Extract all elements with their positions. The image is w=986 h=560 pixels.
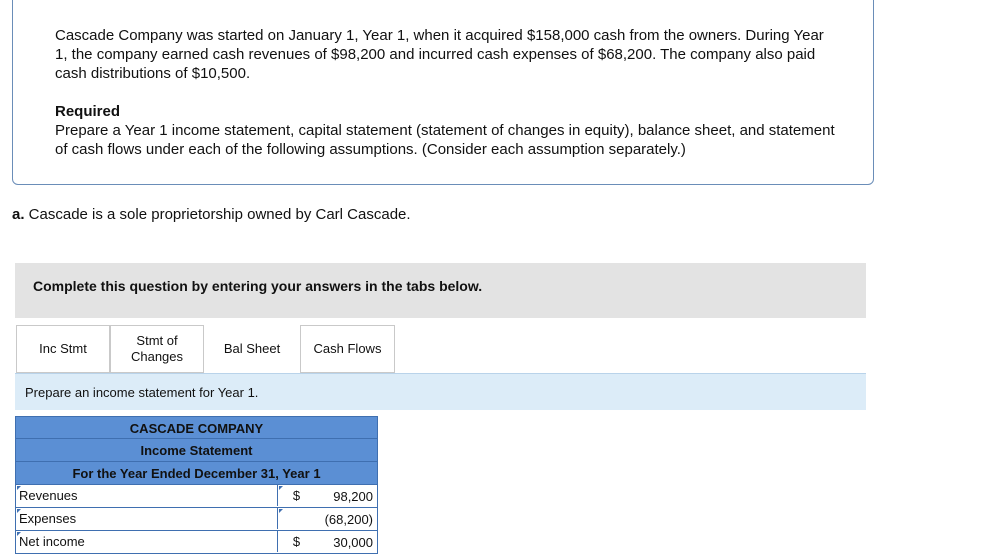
- instruction-text: Complete this question by entering your answers in the tabs below.: [33, 278, 483, 294]
- part-a-label: a.: [12, 206, 25, 223]
- required-heading: Required: [55, 103, 121, 120]
- problem-statement-box: [12, 0, 874, 185]
- company-name: CASCADE COMPANY: [15, 416, 378, 439]
- tab-label: Inc Stmt: [39, 341, 87, 356]
- tab-label: Stmt of Changes: [130, 333, 184, 364]
- prompt-text: Prepare an income statement for Year 1.: [25, 385, 259, 400]
- tab-stmt-of-changes[interactable]: [110, 325, 204, 373]
- input-marker-icon: [17, 532, 21, 536]
- table-row-expenses: [15, 508, 378, 531]
- revenues-label-input[interactable]: Revenues: [16, 485, 278, 506]
- part-a-assumption: [12, 206, 411, 223]
- revenues-amount-input[interactable]: 98,200: [333, 489, 373, 504]
- currency-symbol: $: [292, 534, 301, 549]
- tab-label: Cash Flows: [313, 341, 382, 356]
- instruction-bar: [15, 263, 866, 318]
- input-marker-icon: [279, 486, 283, 490]
- expenses-label-input[interactable]: Expenses: [16, 508, 278, 529]
- problem-text: Cascade Company was started on January 1, Year 1, when it acquired $158,000 cash from the owners. During Year 1, the company earned cash revenues of $98,200 and incurred cash expenses of $68,200. The company also paid cash distributions of $10,500.: [55, 27, 824, 82]
- required-text: Prepare a Year 1 income statement, capital statement (statement of changes in equity), balance sheet, and statement of cash flows under each of the following assumptions. (Consider each assumption separately.): [55, 122, 835, 158]
- net-income-label-input[interactable]: Net income: [16, 531, 278, 552]
- tab-cash-flows[interactable]: [300, 325, 395, 373]
- part-a-text: Cascade is a sole proprietorship owned by Carl Cascade.: [24, 206, 411, 223]
- currency-symbol: $: [292, 488, 301, 503]
- input-marker-icon: [17, 486, 21, 490]
- tab-label: Bal Sheet: [223, 341, 281, 356]
- tab-inc-stmt[interactable]: [16, 325, 110, 373]
- statement-title: Income Statement: [15, 439, 378, 462]
- tab-bal-sheet[interactable]: [204, 325, 300, 373]
- input-marker-icon: [17, 509, 21, 513]
- prompt-bar: [15, 373, 866, 410]
- income-statement-table: [15, 416, 378, 554]
- net-income-amount: 30,000: [333, 535, 373, 550]
- expenses-amount-input[interactable]: (68,200): [324, 512, 373, 527]
- statement-period: For the Year Ended December 31, Year 1: [15, 462, 378, 485]
- table-row-revenues: [15, 485, 378, 508]
- table-row-net-income: [15, 531, 378, 554]
- input-marker-icon: [279, 509, 283, 513]
